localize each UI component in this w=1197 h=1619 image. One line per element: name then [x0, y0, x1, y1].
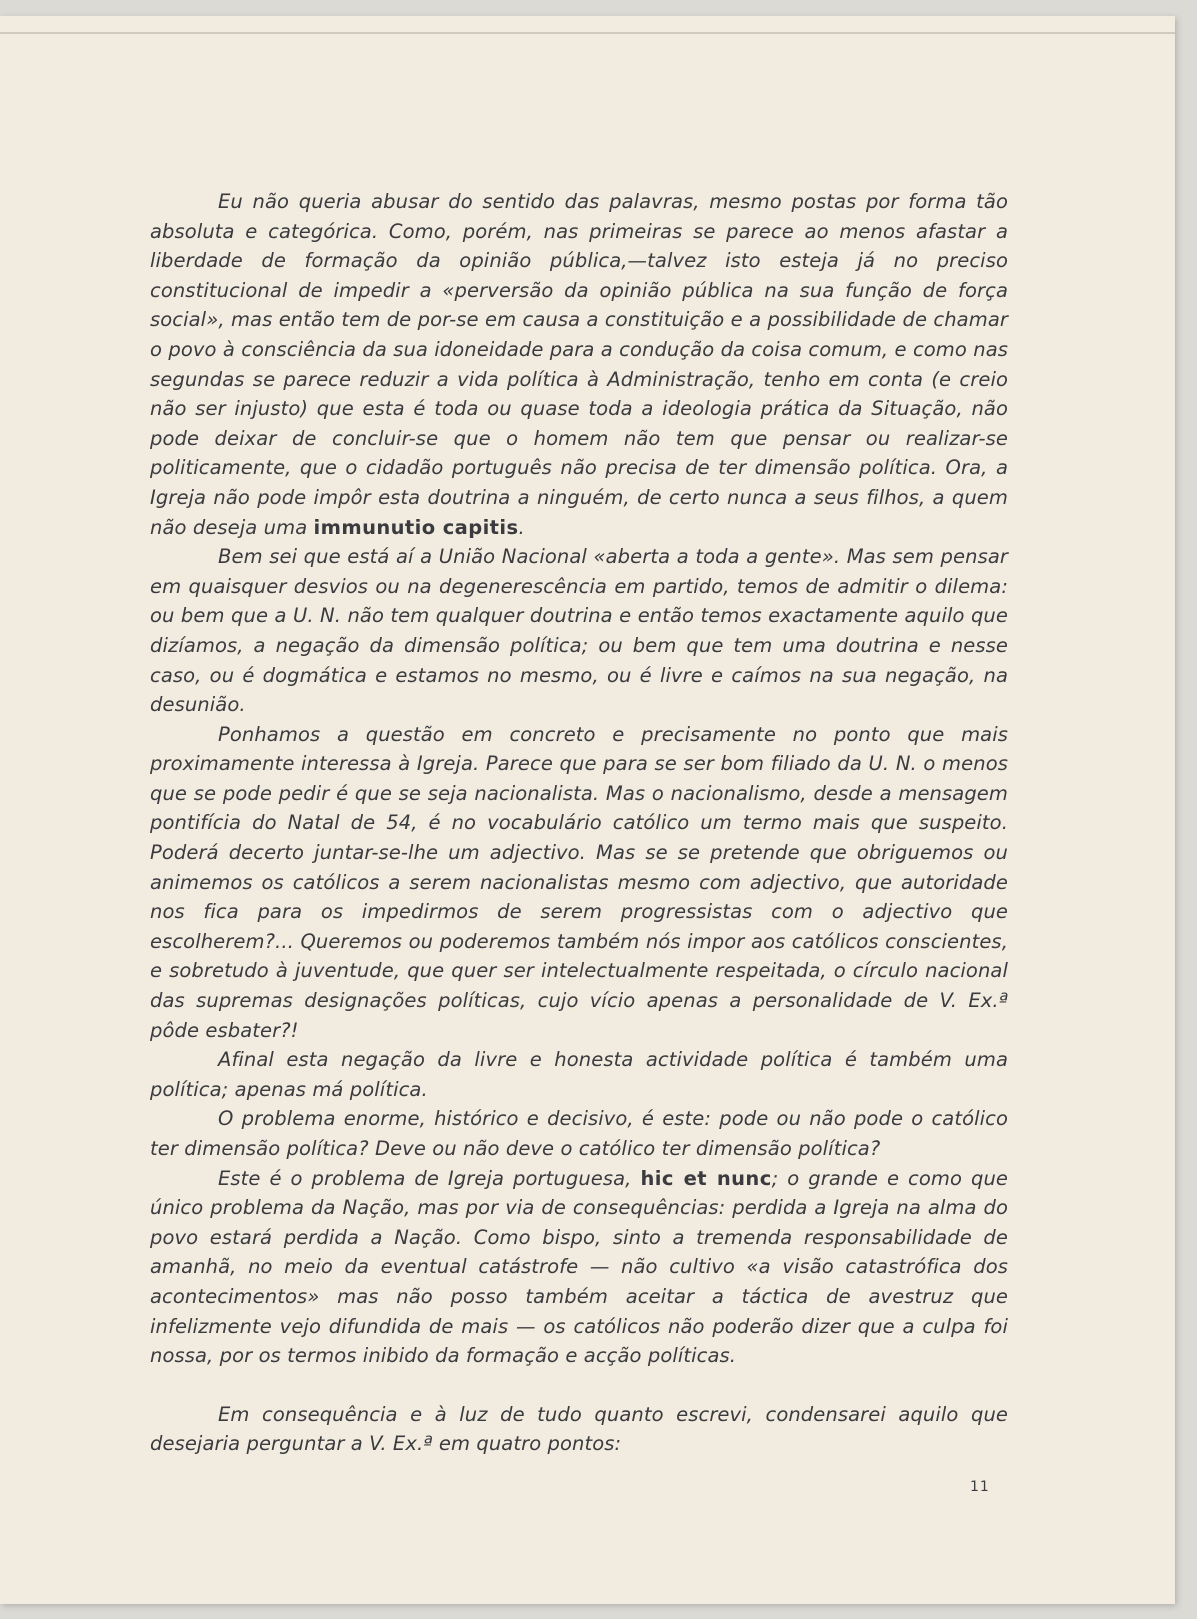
paragraph-6 [150, 1164, 1008, 1371]
paragraph-6-emphasis: hic et nunc [640, 1166, 772, 1190]
paragraph-1-emphasis: immunutio capitis [313, 515, 519, 539]
page-number: 11 [970, 1479, 990, 1495]
paragraph-7: Em consequência e à luz de tudo quanto escrevi, condensarei aquilo que desejaria perguntar a V. Ex.ª em quatro pontos: [150, 1402, 1008, 1456]
paragraph-1-end: . [518, 515, 525, 539]
paragraph-6-end: ; o grande e como que único problema da Nação, mas por via de consequências: perdida a Igreja na alma do povo estará perdida a Nação. Como bispo, sinto a tremenda responsabilidade de amanhã, no meio da eventual catástrofe — não cultivo «a visão catastrófica dos acontecimentos» mas não posso também aceitar a táctica de avestruz que infelizmente vejo difundida de mais — os católicos não poderão dizer que a culpa foi nossa, por os termos inibido da formação e acção políticas. [150, 1166, 1009, 1368]
letter-body [150, 187, 1008, 1459]
page-top-edge [0, 32, 1175, 34]
paragraph-3: Ponhamos a questão em concreto e precisamente no ponto que mais proximamente interessa à Igreja. Parece que para se ser bom filiado da U. N. o menos que se pode pedir é que se seja nacionalista. Mas o nacionalismo, desde a mensagem pontifícia do Natal de 54, é no vocabulário católico um termo mais que suspeito. Poderá decerto juntar-se-lhe um adjectivo. Mas se se pretende que obriguemos ou animemos os católicos a serem nacionalistas mesmo com adjectivo, que autoridade nos fica para os impedirmos de serem progressistas com o adjectivo que escolherem?... Queremos ou poderemos também nós impor aos católicos conscientes, e sobretudo à juventude, que quer ser intelectualmente respeitada, o círculo nacional das supremas designações políticas, cujo vício apenas a personalidade de V. Ex.ª pôde esbater?! [150, 722, 1008, 1042]
paragraph-4: Afinal esta negação da livre e honesta actividade política é também uma política; apenas má política. [150, 1048, 1008, 1101]
paragraph-6-text: Este é o problema de Igreja portuguesa, [218, 1166, 641, 1190]
paragraph-1 [150, 187, 1008, 542]
paragraph-5: O problema enorme, histórico e decisivo, é este: pode ou não pode o católico ter dimensão política? Deve ou não deve o católico ter dimensão política? [150, 1107, 1008, 1160]
paragraph-1-text: Eu não queria abusar do sentido das palavras, mesmo postas por forma tão absoluta e categórica. Como, porém, nas primeiras se parece ao menos afastar a liberdade de formação da opinião pública,—talvez isto esteja já no preciso constitucional de impedir a «perversão da opinião pública na sua função de força social», mas então tem de por-se em causa a constituição e a possibilidade de chamar o povo à consciência da sua idoneidade para a condução da coisa comum, e como nas segundas se parece reduzir a vida política à Administração, tenho em conta (e creio não ser injusto) que esta é toda ou quase toda a ideologia prática da Situação, não pode deixar de concluir-se que o homem não tem que pensar ou realizar-se politicamente, que o cidadão português não precisa de ter dimensão política. Ora, a Igreja não pode impôr esta doutrina a ninguém, de certo nunca a seus filhos, a quem não deseja uma [150, 190, 1008, 539]
document-page [0, 16, 1175, 1604]
paragraph-2: Bem sei que está aí a União Nacional «aberta a toda a gente». Mas sem pensar em quaisquer desvios ou na degenerescência em partido, temos de admitir o dilema: ou bem que a U. N. não tem qualquer doutrina e então temos exactamente aquilo que dizíamos, a negação da dimensão política; ou bem que tem uma doutrina e nesse caso, ou é dogmática e estamos no mesmo, ou é livre e caímos na sua negação, na desunião. [150, 545, 1008, 717]
